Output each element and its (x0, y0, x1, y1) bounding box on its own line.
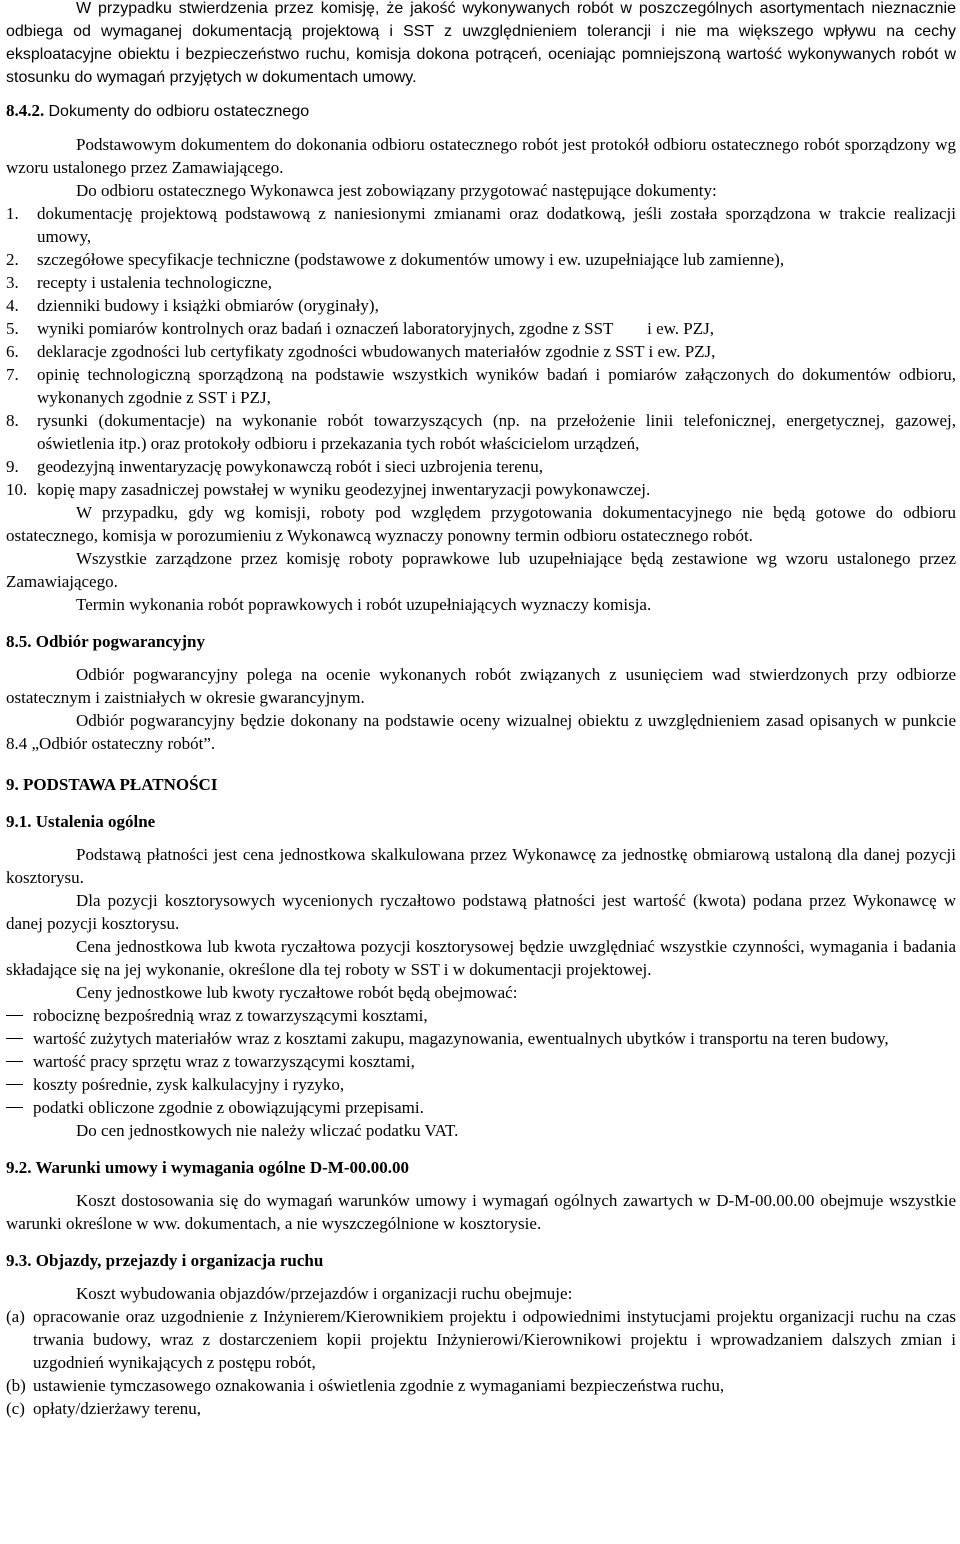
list-item-number: 7. (6, 365, 19, 384)
list-item-text: wartość pracy sprzętu wraz z towarzyszącymi kosztami, (33, 1052, 415, 1071)
list-item-number: 2. (6, 250, 19, 269)
list-item-text: deklaracje zgodności lub certyfikaty zgodności wbudowanych materiałów zgodnie z SST i ew. PZJ, (37, 342, 716, 361)
dash-marker (6, 1107, 23, 1108)
heading-9-3: 9.3. Objazdy, przejazdy i organizacja ruchu (6, 1251, 324, 1270)
heading-9-1: 9.1. Ustalenia ogólne (6, 812, 156, 831)
s93-p1: Koszt wybudowania objazdów/przejazdów i organizacji ruchu obejmuje: (76, 1284, 573, 1303)
s85-p2: Odbiór pogwarancyjny będzie dokonany na podstawie oceny wizualnej obiektu z uwzględnieniem zasad opisanych w punkcie 8.4 „Odbiór ostateczny robót”. (6, 711, 956, 753)
s842-p2: Do odbioru ostatecznego Wykonawca jest zobowiązany przygotować następujące dokumenty: (76, 181, 717, 200)
list-item-number: 10. (6, 480, 28, 499)
s842-p1: Podstawowym dokumentem do dokonania odbioru ostatecznego robót jest protokół odbioru ostatecznego robót sporządzony wg wzoru ustalonego przez Zamawiającego. (6, 135, 956, 177)
s92-p1: Koszt dostosowania się do wymagań warunków umowy i wymagań ogólnych zawartych w D-M-00.00.00 obejmuje wszystkie warunki określone w ww. dokumentach, a nie wyszczególnione w kosztorysie. (6, 1191, 956, 1233)
list-item (6, 363, 956, 409)
list-item-number: 4. (6, 296, 19, 315)
list-item-mark: (a) (6, 1307, 25, 1326)
heading-9-2: 9.2. Warunki umowy i wymagania ogólne D-M-00.00.00 (6, 1158, 409, 1177)
list-item (6, 1096, 956, 1119)
documents-list (6, 202, 956, 501)
list-item (6, 409, 956, 455)
list-item-text: dzienniki budowy i książki obmiarów (oryginały), (37, 296, 379, 315)
list-item (6, 317, 956, 340)
cost-items-list (6, 1004, 956, 1119)
heading-8-4-2-number: 8.4.2. (6, 101, 45, 120)
list-item (6, 294, 956, 317)
list-item (6, 1004, 956, 1027)
heading-9: 9. PODSTAWA PŁATNOŚCI (6, 775, 218, 794)
detour-cost-list (6, 1305, 956, 1420)
list-item-text: opinię technologiczną sporządzoną na podstawie wszystkich wyników badań i pomiarów załączonych do dokumentów odbioru, wykonanych zgodnie z SST i PZJ, (37, 365, 956, 407)
list-item-number: 8. (6, 411, 19, 430)
s91-p2: Dla pozycji kosztorysowych wycenionych ryczałtowo podstawą płatności jest wartość (kwota) podana przez Wykonawcę w danej pozycji kosztorysu. (6, 891, 956, 933)
dash-marker (6, 1038, 23, 1039)
list-item-text: opracowanie oraz uzgodnienie z Inżynierem/Kierownikiem projektu i odpowiednimi instytucjami projektu organizacji ruchu na czas trwania budowy, wraz z dostarczeniem kopii projektu Inżynierowi/Kierownikowi projektu i wprowadzaniem dalszych zmian i uzgodnień wynikających z postępu robót, (33, 1307, 956, 1372)
list-item-text: rysunki (dokumentacje) na wykonanie robót towarzyszących (np. na przełożenie linii telefonicznej, energetycznej, gazowej, oświetlenia itp.) oraz protokoły odbioru i przekazania tych robót właścicielom urządzeń, (37, 411, 956, 453)
list-item (6, 1073, 956, 1096)
s842-p5: Termin wykonania robót poprawkowych i robót uzupełniających wyznaczy komisja. (76, 595, 652, 614)
s91-p4: Ceny jednostkowe lub kwoty ryczałtowe robót będą obejmować: (76, 983, 518, 1002)
list-item-number: 1. (6, 204, 19, 223)
list-item-number: 5. (6, 319, 19, 338)
list-item (6, 340, 956, 363)
list-item-number: 3. (6, 273, 19, 292)
list-item-text: recepty i ustalenia technologiczne, (37, 273, 273, 292)
list-item (6, 202, 956, 248)
list-item-text: wyniki pomiarów kontrolnych oraz badań i oznaczeń laboratoryjnych, zgodne z SST i ew. PZJ, (37, 319, 714, 338)
list-item-number: 9. (6, 457, 19, 476)
dash-marker (6, 1015, 23, 1016)
list-item-mark: (c) (6, 1399, 25, 1418)
s91-p5: Do cen jednostkowych nie należy wliczać podatku VAT. (76, 1121, 459, 1140)
list-item-text: opłaty/dzierżawy terenu, (33, 1399, 202, 1418)
list-item-text: robociznę bezpośrednią wraz z towarzyszącymi kosztami, (33, 1006, 428, 1025)
list-item-text: podatki obliczone zgodnie z obowiązującymi przepisami. (33, 1098, 424, 1117)
heading-8-5: 8.5. Odbiór pogwarancyjny (6, 632, 205, 651)
list-item (6, 455, 956, 478)
list-item-text: geodezyjną inwentaryzację powykonawczą robót i sieci uzbrojenia terenu, (37, 457, 543, 476)
list-item-number: 6. (6, 342, 19, 361)
intro-paragraph: W przypadku stwierdzenia przez komisję, że jakość wykonywanych robót w poszczególnych asortymentach nieznacznie odbiega od wymaganej dokumentacją projektową i SST z uwzględnieniem tolerancji i nie ma większego wpływu na cechy eksploatacyjne obiektu i bezpieczeństwo ruchu, komisja dokona potrąceń, oceniając pomniejszoną wartość wykonywanych robót w stosunku do wymagań przyjętych w dokumentach umowy. (6, 0, 956, 86)
s91-p3: Cena jednostkowa lub kwota ryczałtowa pozycji kosztorysowej będzie uwzględniać wszystkie czynności, wymagania i badania składające się na jej wykonanie, określone dla tej roboty w SST i w dokumentacji projektowej. (6, 937, 956, 979)
list-item (6, 1027, 956, 1050)
s842-p4: Wszystkie zarządzone przez komisję roboty poprawkowe lub uzupełniające będą zestawione wg wzoru ustalonego przez Zamawiającego. (6, 549, 956, 591)
s91-p1: Podstawą płatności jest cena jednostkowa skalkulowana przez Wykonawcę za jednostkę obmiarową ustaloną dla danej pozycji kosztorysu. (6, 845, 956, 887)
list-item-text: kopię mapy zasadniczej powstałej w wyniku geodezyjnej inwentaryzacji powykonawczej. (37, 480, 651, 499)
list-item (6, 248, 956, 271)
list-item (6, 1397, 956, 1420)
list-item-mark: (b) (6, 1376, 26, 1395)
dash-marker (6, 1061, 23, 1062)
dash-marker (6, 1084, 23, 1085)
list-item (6, 1050, 956, 1073)
s85-p1: Odbiór pogwarancyjny polega na ocenie wykonanych robót związanych z usunięciem wad stwierdzonych przy odbiorze ostatecznym i zaistniałych w okresie gwarancyjnym. (6, 665, 956, 707)
list-item (6, 1374, 956, 1397)
list-item-text: szczegółowe specyfikacje techniczne (podstawowe z dokumentów umowy i ew. uzupełniające lub zamienne), (37, 250, 785, 269)
list-item-text: dokumentację projektową podstawową z naniesionymi zmianami oraz dodatkową, jeśli została sporządzona w trakcie realizacji umowy, (37, 204, 956, 246)
list-item (6, 271, 956, 294)
list-item-text: wartość zużytych materiałów wraz z kosztami zakupu, magazynowania, ewentualnych ubytków i transportu na teren budowy, (33, 1029, 889, 1048)
heading-8-4-2-title: Dokumenty do odbioru ostatecznego (48, 103, 310, 120)
list-item (6, 478, 956, 501)
heading-8-4-2 (6, 99, 956, 123)
s842-p3: W przypadku, gdy wg komisji, roboty pod względem przygotowania dokumentacyjnego nie będą gotowe do odbioru ostatecznego, komisja w porozumieniu z Wykonawcą wyznaczy ponowny termin odbioru ostatecznego robót. (6, 503, 956, 545)
list-item-text: ustawienie tymczasowego oznakowania i oświetlenia zgodnie z wymaganiami bezpieczeństwa ruchu, (33, 1376, 725, 1395)
list-item-text: koszty pośrednie, zysk kalkulacyjny i ryzyko, (33, 1075, 345, 1094)
list-item (6, 1305, 956, 1374)
